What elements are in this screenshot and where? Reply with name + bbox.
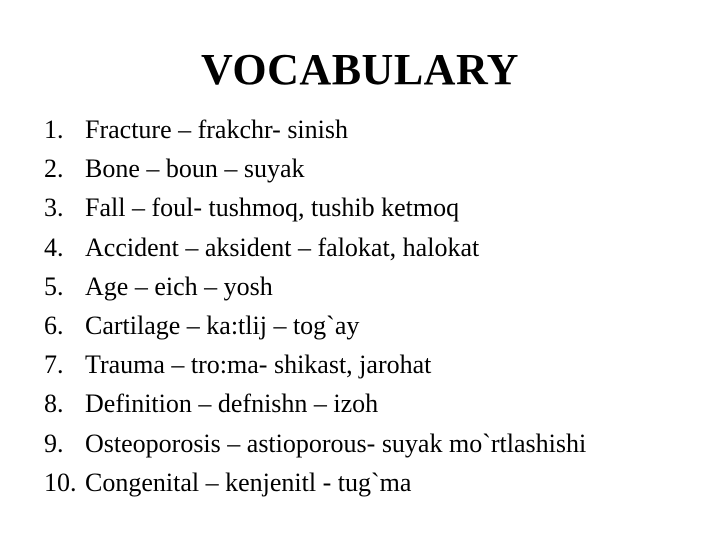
vocabulary-item-6 — [44, 306, 704, 345]
item-text: Fall – foul- tushmoq, tushib ketmoq — [85, 193, 460, 223]
vocabulary-item-1 — [44, 110, 704, 149]
vocabulary-item-8 — [44, 384, 704, 423]
vocabulary-item-2 — [44, 149, 704, 188]
item-number: 6. — [44, 310, 64, 340]
item-number: 1. — [44, 115, 64, 144]
item-text: Age – eich – yosh — [85, 271, 273, 301]
vocabulary-item-9 — [44, 424, 704, 463]
item-number: 9. — [44, 428, 64, 458]
vocabulary-list — [44, 110, 704, 502]
item-text: Trauma – tro:ma- shikast, jarohat — [85, 350, 432, 380]
item-number: 5. — [44, 271, 64, 301]
vocabulary-item-3 — [44, 188, 704, 227]
item-number: 7. — [44, 350, 64, 380]
item-text: Definition – defnishn – izoh — [85, 389, 379, 419]
item-number: 8. — [44, 389, 64, 419]
item-text: Cartilage – ka:tlij – tog`ay — [85, 310, 360, 340]
item-number: 4. — [44, 232, 64, 262]
vocabulary-item-7 — [44, 345, 704, 384]
vocabulary-item-4 — [44, 228, 704, 267]
item-number: 2. — [44, 154, 64, 184]
item-text: Accident – aksident – falokat, halokat — [85, 232, 480, 262]
vocabulary-item-5 — [44, 267, 704, 306]
vocabulary-item-10 — [44, 463, 704, 502]
item-text: Fracture – frakchr- sinish — [85, 115, 348, 144]
item-text: Bone – boun – suyak — [85, 154, 305, 184]
slide-title: VOCABULARY — [201, 45, 519, 94]
item-number: 10. — [44, 467, 77, 497]
item-text: Osteoporosis – astioporous- suyak mo`rtlashishi — [85, 428, 587, 458]
item-number: 3. — [44, 193, 64, 223]
item-text: Congenital – kenjenitl - tug`ma — [85, 467, 412, 497]
